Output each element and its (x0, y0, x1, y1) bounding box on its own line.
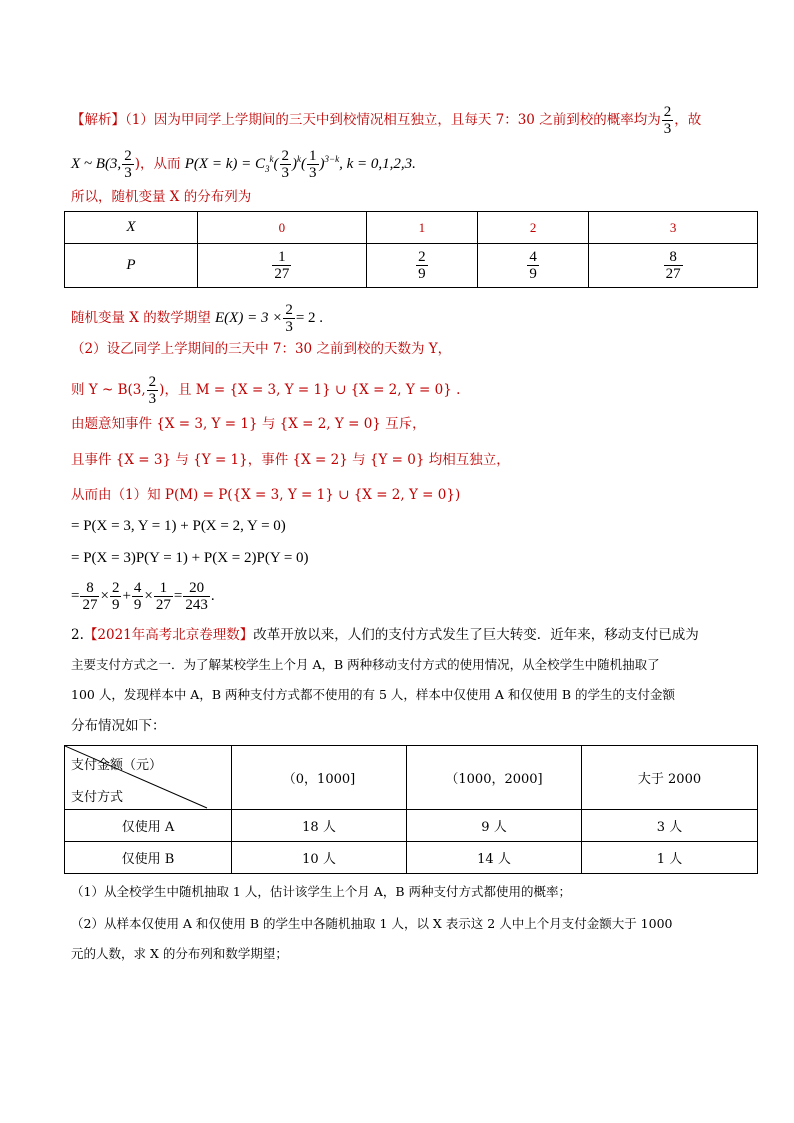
q2-line-4: 分布情况如下： (71, 718, 166, 734)
cell: 1 人 (582, 842, 758, 874)
part2-line-6: = P(X = 3, Y = 1) + P(X = 2, Y = 0) (71, 518, 286, 534)
expectation-line: 随机变量 X 的数学期望 E(X) = 3 × $\frac{2}{3}$ = 2 . (71, 302, 324, 335)
q2-sub-2-line-2: 元的人数，求 X 的分布列和数学期望； (71, 946, 288, 961)
cell: 18 人 (232, 810, 407, 842)
dist-value-2: 2 (477, 212, 588, 244)
part2-line-8: = $\frac{8}{27}$ × $\frac{2}{9}$ + $\frac{4}{9}$ × $\frac{1}{27}$ = $\frac{20}{243}$ . (71, 580, 215, 613)
dist-header-p: P (65, 244, 198, 288)
col-header-2: 大于 2000 (582, 746, 758, 810)
cell: 3 人 (582, 810, 758, 842)
corner-bottom-label: 支付方式 (71, 790, 124, 805)
analysis-line-1 (71, 104, 701, 137)
part2-line-4: 且事件 {X = 3} 与 {Y = 1}，事件 {X = 2} 与 {Y = 0} 均相互独立， (71, 452, 510, 468)
dist-header-x: X (65, 212, 198, 244)
table-row (65, 810, 758, 842)
part2-line-2: 则 Y ~ B(3, $\frac{2}{3}$ )，且 M = {X = 3, Y = 1} ∪ {X = 2, Y = 0} . (71, 374, 461, 407)
analysis-p1-tail: ，故 (674, 112, 702, 128)
q2-sub-1: （1）从全校学生中随机抽取 1 人，估计该学生上个月 A，B 两种支付方式都使用的概率； (71, 884, 572, 899)
dist-prob-2: $\frac{4}{9}$ (477, 244, 588, 288)
q2-sub-2-line-1: （2）从样本仅使用 A 和仅使用 B 的学生中各随机抽取 1 人，以 X 表示这 2 人中上个月支付金额大于 1000 (71, 916, 673, 931)
row-label-b: 仅使用 B (65, 842, 232, 874)
binomial-x: X ~ B(3, (71, 156, 122, 172)
analysis-p1-text: （1）因为甲同学上学期间的三天中到校情况相互独立，且每天 7：30 之前到校的概率均为 (125, 112, 661, 128)
q2-number: 2. (71, 627, 84, 643)
col-header-1: （1000，2000] (407, 746, 582, 810)
analysis-line-2 (71, 148, 416, 181)
dist-prob-1: $\frac{2}{9}$ (366, 244, 477, 288)
q2-source: 【2021年高考北京卷理数】 (83, 627, 254, 643)
dist-prob-3: $\frac{8}{27}$ (589, 244, 758, 288)
part2-line-3: 由题意知事件 {X = 3, Y = 1} 与 {X = 2, Y = 0} 互斥， (71, 416, 426, 432)
expectation-text: 随机变量 X 的数学期望 (71, 310, 211, 326)
dist-intro: 所以，随机变量 X 的分布列为 (71, 189, 252, 205)
dist-value-0: 0 (198, 212, 367, 244)
cell: 10 人 (232, 842, 407, 874)
fraction-two-thirds-2: $\frac{2}{3}$ (124, 148, 132, 181)
part2-line-5: 从而由（1）知 P(M) = P({X = 3, Y = 1} ∪ {X = 2, Y = 0}) (71, 487, 461, 503)
dist-prob-0: $\frac{1}{27}$ (198, 244, 367, 288)
cell: 9 人 (407, 810, 582, 842)
dist-value-1: 1 (366, 212, 477, 244)
payment-table-corner (65, 746, 232, 810)
payment-table (64, 745, 758, 874)
part2-line-7: = P(X = 3)P(Y = 1) + P(X = 2)P(Y = 0) (71, 550, 309, 566)
q2-line-2: 主要支付方式之一．为了解某校学生上个月 A，B 两种移动支付方式的使用情况，从全校学生中随机抽取了 (71, 657, 660, 672)
fraction-two-thirds: $\frac{2}{3}$ (663, 104, 672, 137)
part2-line-1: （2）设乙同学上学期间的三天中 7：30 之前到校的天数为 Y， (71, 341, 452, 357)
q2-line-1: 2.【2021年高考北京卷理数】改革开放以来，人们的支付方式发生了巨大转变．近年来，移动支付已成为 (71, 627, 699, 643)
row-label-a: 仅使用 A (65, 810, 232, 842)
q2-line-3: 100 人，发现样本中 A，B 两种支付方式都不使用的有 5 人，样本中仅使用 A 和仅使用 B 的学生的支付金额 (71, 687, 675, 702)
corner-top-label: 支付金额（元） (71, 758, 163, 773)
cell: 14 人 (407, 842, 582, 874)
pmf-formula: $P(X = k) = C_3^k$( $\frac{2}{3}$ )$^k$( $\frac{1}{3}$ )$^{3-k}$, k = 0,1,2,3. (184, 148, 416, 182)
analysis-tag: 【解析】 (71, 112, 125, 128)
table-row (65, 842, 758, 874)
analysis-p1-connector: )，从而 (134, 156, 181, 172)
dist-value-3: 3 (589, 212, 758, 244)
col-header-0: （0，1000] (232, 746, 407, 810)
distribution-table (64, 211, 758, 288)
